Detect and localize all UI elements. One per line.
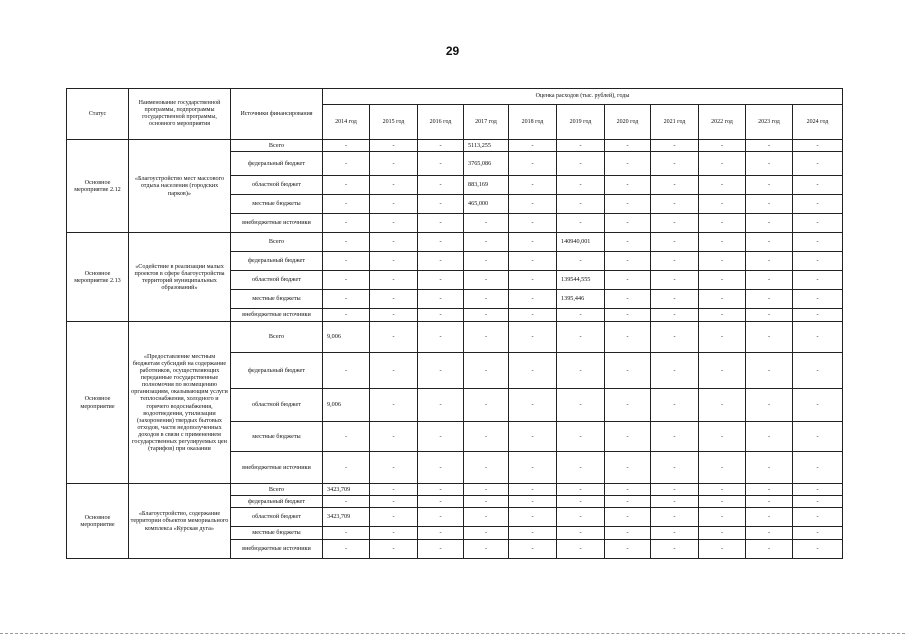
cost-cell: - xyxy=(651,214,699,233)
cost-cell: - xyxy=(509,233,557,252)
cost-cell: - xyxy=(323,496,370,508)
header-year: 2023 год xyxy=(746,105,793,140)
header-year: 2017 год xyxy=(464,105,509,140)
cost-cell: - xyxy=(793,176,843,195)
cost-cell: 139544,555 xyxy=(557,271,605,290)
cost-cell: - xyxy=(746,176,793,195)
measure-status: Основное мероприятие 2.13 xyxy=(67,233,129,322)
cost-cell: 9,006 xyxy=(323,322,370,353)
cost-cell: - xyxy=(557,152,605,176)
cost-cell: - xyxy=(370,389,418,422)
cost-cell: - xyxy=(418,252,464,271)
cost-cell: - xyxy=(557,508,605,527)
cost-cell: - xyxy=(605,309,651,322)
cost-cell: - xyxy=(699,322,746,353)
cost-cell: - xyxy=(793,508,843,527)
cost-cell: - xyxy=(651,233,699,252)
cost-cell: - xyxy=(699,309,746,322)
cost-cell: - xyxy=(418,353,464,389)
cost-cell: - xyxy=(323,233,370,252)
cost-cell: - xyxy=(323,527,370,540)
page-bottom-rule xyxy=(0,633,905,634)
cost-cell: - xyxy=(370,496,418,508)
funding-source: федеральный бюджет xyxy=(231,496,323,508)
cost-cell: - xyxy=(509,252,557,271)
funding-source: федеральный бюджет xyxy=(231,252,323,271)
measure-status: Основное мероприятие xyxy=(67,322,129,484)
cost-cell: - xyxy=(464,353,509,389)
cost-cell: - xyxy=(323,452,370,484)
cost-cell: - xyxy=(370,214,418,233)
cost-cell: - xyxy=(370,484,418,496)
cost-cell: - xyxy=(793,353,843,389)
cost-cell: - xyxy=(651,271,699,290)
cost-cell: - xyxy=(509,322,557,353)
cost-cell: - xyxy=(464,271,509,290)
cost-cell: - xyxy=(464,508,509,527)
cost-cell: - xyxy=(746,152,793,176)
cost-cell: - xyxy=(557,195,605,214)
cost-cell: - xyxy=(323,195,370,214)
cost-cell: - xyxy=(323,290,370,309)
cost-cell: - xyxy=(793,496,843,508)
cost-cell: - xyxy=(370,527,418,540)
cost-cell: - xyxy=(323,152,370,176)
cost-cell: - xyxy=(605,152,651,176)
cost-cell: - xyxy=(651,422,699,452)
cost-cell: - xyxy=(418,195,464,214)
cost-cell: - xyxy=(370,140,418,152)
cost-cell: - xyxy=(746,353,793,389)
measure-name: «Благоустройство мест массового отдыха населения (городских парков)» xyxy=(129,140,231,233)
cost-cell: - xyxy=(605,322,651,353)
cost-cell: - xyxy=(651,152,699,176)
cost-cell: - xyxy=(699,152,746,176)
cost-cell: - xyxy=(699,353,746,389)
cost-cell: - xyxy=(605,233,651,252)
cost-cell: - xyxy=(605,271,651,290)
header-name: Наименование государственной программы, подпрограммы государственной программы, основного мероприятия xyxy=(129,89,231,140)
cost-cell: - xyxy=(418,527,464,540)
header-status: Статус xyxy=(67,89,129,140)
cost-cell: - xyxy=(557,527,605,540)
cost-cell: - xyxy=(509,195,557,214)
cost-cell: - xyxy=(746,508,793,527)
cost-cell: - xyxy=(605,140,651,152)
header-year: 2015 год xyxy=(370,105,418,140)
cost-cell: - xyxy=(651,322,699,353)
cost-cell: - xyxy=(651,540,699,559)
measure-name: «Предоставление местным бюджетам субсидий на содержание работников, осуществляющих переданные государственные полномочия по возмещению организациям, оказывающим услуги теплоснабжения, холодного и горячего водоснабжения, водоотведения, утилизации (захоронения) твердых бытовых отходов, части недополученных доходов в связи с применением государственных регулируемых цен (тарифов) при оказании xyxy=(129,322,231,484)
cost-cell: - xyxy=(557,214,605,233)
cost-cell: - xyxy=(699,252,746,271)
header-year: 2022 год xyxy=(699,105,746,140)
cost-cell: - xyxy=(418,152,464,176)
cost-cell: - xyxy=(418,389,464,422)
cost-cell: - xyxy=(323,252,370,271)
cost-cell: - xyxy=(651,195,699,214)
cost-cell: - xyxy=(557,309,605,322)
cost-cell: - xyxy=(418,309,464,322)
cost-cell: - xyxy=(464,527,509,540)
cost-cell: - xyxy=(418,422,464,452)
header-year: 2014 год xyxy=(323,105,370,140)
cost-cell: - xyxy=(605,195,651,214)
header-year: 2019 год xyxy=(557,105,605,140)
cost-cell: - xyxy=(418,496,464,508)
cost-cell: - xyxy=(557,353,605,389)
cost-cell: - xyxy=(793,152,843,176)
cost-cell: - xyxy=(464,452,509,484)
cost-cell: - xyxy=(746,271,793,290)
funding-source: областной бюджет xyxy=(231,508,323,527)
cost-cell: - xyxy=(605,452,651,484)
cost-cell: - xyxy=(418,233,464,252)
cost-cell: - xyxy=(464,214,509,233)
cost-cell: - xyxy=(509,508,557,527)
cost-cell: - xyxy=(370,176,418,195)
cost-cell: - xyxy=(557,484,605,496)
header-year: 2021 год xyxy=(651,105,699,140)
cost-cell: - xyxy=(651,452,699,484)
cost-cell: - xyxy=(651,353,699,389)
cost-cell: 883,169 xyxy=(464,176,509,195)
cost-cell: - xyxy=(699,233,746,252)
cost-cell: - xyxy=(370,508,418,527)
cost-cell: 465,000 xyxy=(464,195,509,214)
cost-cell: - xyxy=(605,422,651,452)
cost-cell: - xyxy=(699,508,746,527)
table-row xyxy=(67,233,843,252)
funding-source: Всего xyxy=(231,233,323,252)
cost-cell: - xyxy=(793,527,843,540)
cost-cell: - xyxy=(651,508,699,527)
cost-cell: - xyxy=(557,176,605,195)
cost-cell: - xyxy=(557,422,605,452)
budget-table xyxy=(66,88,843,559)
cost-cell: - xyxy=(464,233,509,252)
funding-source: областной бюджет xyxy=(231,271,323,290)
measure-name: «Благоустройство, содержание территории объектов мемориального комплекса «Курская дуга» xyxy=(129,484,231,559)
cost-cell: - xyxy=(793,233,843,252)
cost-cell: - xyxy=(793,252,843,271)
cost-cell: - xyxy=(370,309,418,322)
cost-cell: - xyxy=(699,540,746,559)
cost-cell: - xyxy=(557,322,605,353)
funding-source: областной бюджет xyxy=(231,389,323,422)
cost-cell: - xyxy=(651,527,699,540)
cost-cell: - xyxy=(699,484,746,496)
cost-cell: 5113,255 xyxy=(464,140,509,152)
cost-cell: - xyxy=(793,309,843,322)
cost-cell: - xyxy=(370,152,418,176)
cost-cell: - xyxy=(699,176,746,195)
cost-cell: - xyxy=(746,484,793,496)
cost-cell: - xyxy=(699,290,746,309)
cost-cell: - xyxy=(746,140,793,152)
cost-cell: - xyxy=(509,353,557,389)
cost-cell: - xyxy=(605,484,651,496)
cost-cell: 3765,086 xyxy=(464,152,509,176)
table-row xyxy=(67,140,843,152)
cost-cell: - xyxy=(418,484,464,496)
header-year: 2024 год xyxy=(793,105,843,140)
header-year: 2016 год xyxy=(418,105,464,140)
cost-cell: - xyxy=(605,496,651,508)
measure-status: Основное мероприятие 2.12 xyxy=(67,140,129,233)
funding-source: областной бюджет xyxy=(231,176,323,195)
funding-source: местные бюджеты xyxy=(231,195,323,214)
table-row xyxy=(67,322,843,353)
cost-cell: - xyxy=(746,214,793,233)
cost-cell: - xyxy=(746,290,793,309)
cost-cell: - xyxy=(418,290,464,309)
cost-cell: - xyxy=(464,252,509,271)
cost-cell: - xyxy=(699,271,746,290)
cost-cell: - xyxy=(793,195,843,214)
cost-cell: - xyxy=(509,309,557,322)
cost-cell: - xyxy=(651,140,699,152)
cost-cell: - xyxy=(370,195,418,214)
cost-cell: - xyxy=(699,452,746,484)
header-estimate: Оценка расходов (тыс. рублей), годы xyxy=(323,89,843,105)
cost-cell: - xyxy=(464,290,509,309)
cost-cell: - xyxy=(509,527,557,540)
cost-cell: - xyxy=(418,176,464,195)
cost-cell: - xyxy=(418,271,464,290)
cost-cell: 9,006 xyxy=(323,389,370,422)
cost-cell: - xyxy=(370,452,418,484)
cost-cell: - xyxy=(509,484,557,496)
cost-cell: - xyxy=(651,496,699,508)
cost-cell: - xyxy=(509,271,557,290)
cost-cell: - xyxy=(509,152,557,176)
cost-cell: - xyxy=(509,540,557,559)
funding-source: федеральный бюджет xyxy=(231,353,323,389)
cost-cell: - xyxy=(793,214,843,233)
funding-source: федеральный бюджет xyxy=(231,152,323,176)
cost-cell: - xyxy=(323,140,370,152)
cost-cell: - xyxy=(464,309,509,322)
cost-cell: - xyxy=(746,252,793,271)
cost-cell: - xyxy=(746,496,793,508)
cost-cell: - xyxy=(557,140,605,152)
header-source: Источники финансирования xyxy=(231,89,323,140)
cost-cell: - xyxy=(699,195,746,214)
cost-cell: - xyxy=(793,290,843,309)
funding-source: внебюджетные источники xyxy=(231,309,323,322)
cost-cell: - xyxy=(746,309,793,322)
cost-cell: - xyxy=(370,271,418,290)
cost-cell: - xyxy=(557,252,605,271)
cost-cell: - xyxy=(651,309,699,322)
cost-cell: - xyxy=(557,540,605,559)
cost-cell: - xyxy=(605,389,651,422)
cost-cell: - xyxy=(418,540,464,559)
cost-cell: - xyxy=(418,508,464,527)
cost-cell: - xyxy=(605,290,651,309)
funding-source: местные бюджеты xyxy=(231,290,323,309)
cost-cell: - xyxy=(323,540,370,559)
cost-cell: - xyxy=(464,540,509,559)
cost-cell: - xyxy=(605,540,651,559)
cost-cell: - xyxy=(323,214,370,233)
cost-cell: - xyxy=(651,176,699,195)
cost-cell: - xyxy=(605,176,651,195)
cost-cell: - xyxy=(509,214,557,233)
cost-cell: - xyxy=(509,389,557,422)
cost-cell: - xyxy=(651,290,699,309)
cost-cell: - xyxy=(746,195,793,214)
cost-cell: - xyxy=(605,508,651,527)
cost-cell: - xyxy=(370,290,418,309)
cost-cell: - xyxy=(651,252,699,271)
cost-cell: 3423,709 xyxy=(323,508,370,527)
cost-cell: - xyxy=(793,484,843,496)
cost-cell: - xyxy=(793,271,843,290)
funding-source: внебюджетные источники xyxy=(231,214,323,233)
measure-status: Основное мероприятие xyxy=(67,484,129,559)
cost-cell: - xyxy=(370,540,418,559)
cost-cell: - xyxy=(323,422,370,452)
funding-source: местные бюджеты xyxy=(231,422,323,452)
cost-cell: - xyxy=(370,422,418,452)
cost-cell: - xyxy=(370,233,418,252)
cost-cell: - xyxy=(793,322,843,353)
cost-cell: - xyxy=(418,322,464,353)
header-year: 2020 год xyxy=(605,105,651,140)
cost-cell: - xyxy=(793,140,843,152)
cost-cell: - xyxy=(464,322,509,353)
cost-cell: - xyxy=(557,389,605,422)
cost-cell: - xyxy=(605,353,651,389)
cost-cell: - xyxy=(323,176,370,195)
table-row xyxy=(67,484,843,496)
cost-cell: - xyxy=(699,422,746,452)
cost-cell: - xyxy=(746,422,793,452)
cost-cell: - xyxy=(464,389,509,422)
funding-source: местные бюджеты xyxy=(231,527,323,540)
funding-source: Всего xyxy=(231,140,323,152)
cost-cell: - xyxy=(605,252,651,271)
cost-cell: - xyxy=(699,140,746,152)
cost-cell: 1395,446 xyxy=(557,290,605,309)
cost-cell: - xyxy=(793,422,843,452)
cost-cell: - xyxy=(746,233,793,252)
funding-source: внебюджетные источники xyxy=(231,452,323,484)
cost-cell: - xyxy=(509,290,557,309)
cost-cell: - xyxy=(793,389,843,422)
cost-cell: - xyxy=(699,496,746,508)
cost-cell: - xyxy=(557,452,605,484)
cost-cell: - xyxy=(699,527,746,540)
cost-cell: - xyxy=(509,496,557,508)
cost-cell: - xyxy=(793,540,843,559)
cost-cell: - xyxy=(323,309,370,322)
cost-cell: - xyxy=(746,527,793,540)
cost-cell: - xyxy=(464,422,509,452)
header-year: 2018 год xyxy=(509,105,557,140)
cost-cell: - xyxy=(509,422,557,452)
cost-cell: - xyxy=(509,140,557,152)
cost-cell: - xyxy=(464,484,509,496)
cost-cell: - xyxy=(418,140,464,152)
cost-cell: - xyxy=(323,353,370,389)
cost-cell: - xyxy=(651,484,699,496)
cost-cell: - xyxy=(464,496,509,508)
cost-cell: - xyxy=(746,322,793,353)
cost-cell: - xyxy=(418,452,464,484)
measure-name: «Содействие в реализации малых проектов в сфере благоустройства территорий муниципальных образований» xyxy=(129,233,231,322)
cost-cell: - xyxy=(699,389,746,422)
cost-cell: - xyxy=(418,214,464,233)
page-number: 29 xyxy=(445,44,460,58)
cost-cell: - xyxy=(699,214,746,233)
cost-cell: 140940,001 xyxy=(557,233,605,252)
cost-cell: - xyxy=(651,389,699,422)
cost-cell: - xyxy=(605,214,651,233)
cost-cell: - xyxy=(370,353,418,389)
cost-cell: - xyxy=(746,452,793,484)
cost-cell: - xyxy=(746,389,793,422)
funding-source: Всего xyxy=(231,322,323,353)
funding-source: Всего xyxy=(231,484,323,496)
cost-cell: - xyxy=(605,527,651,540)
cost-cell: - xyxy=(323,271,370,290)
cost-cell: - xyxy=(509,176,557,195)
cost-cell: 3423,709 xyxy=(323,484,370,496)
cost-cell: - xyxy=(746,540,793,559)
cost-cell: - xyxy=(793,452,843,484)
cost-cell: - xyxy=(370,252,418,271)
funding-source: внебюджетные источники xyxy=(231,540,323,559)
cost-cell: - xyxy=(557,496,605,508)
cost-cell: - xyxy=(509,452,557,484)
cost-cell: - xyxy=(370,322,418,353)
